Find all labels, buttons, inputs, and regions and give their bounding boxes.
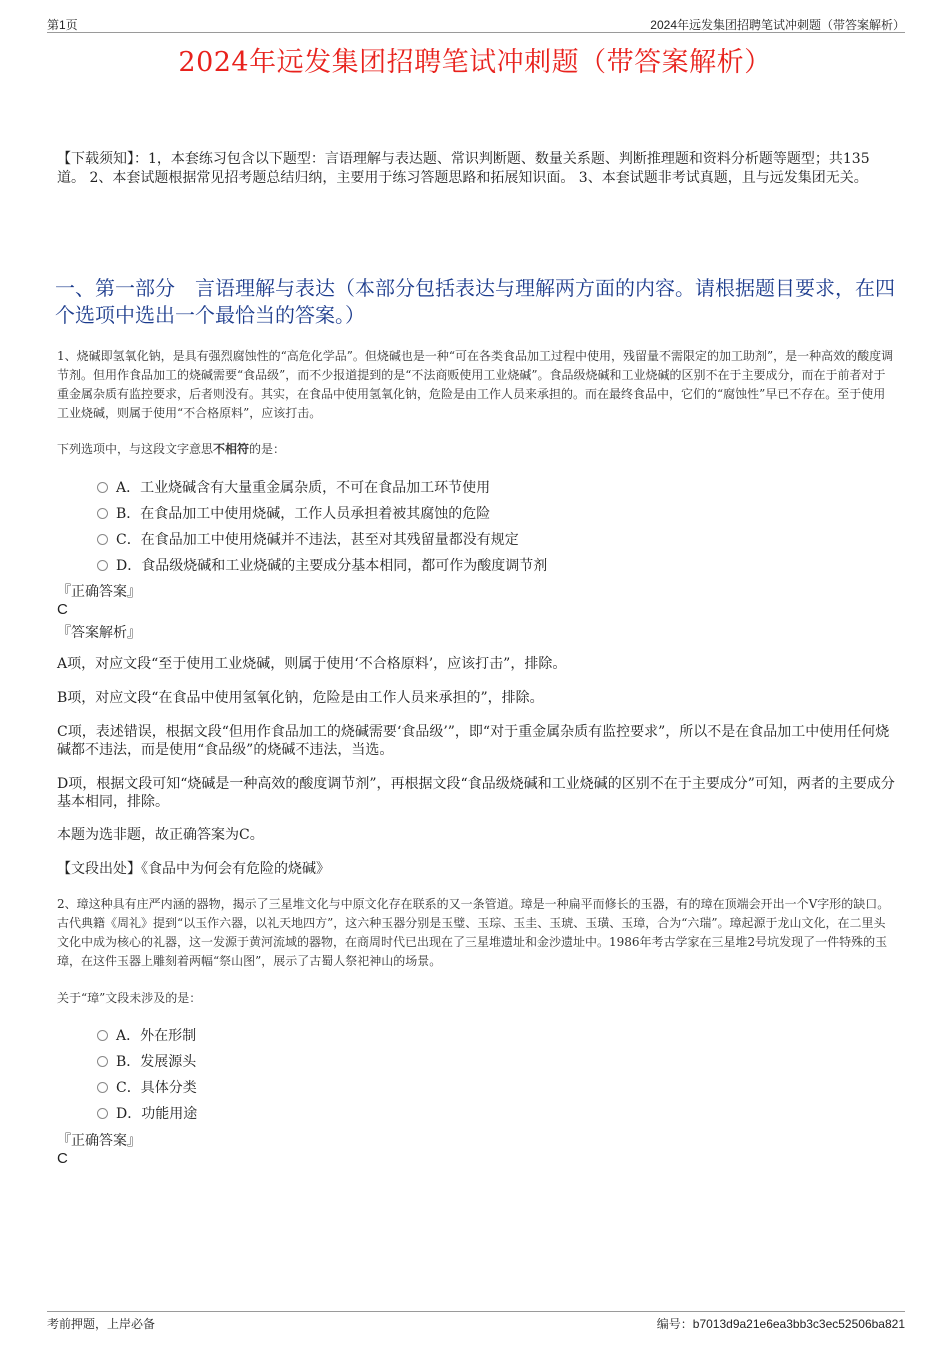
q2-option-c[interactable]: C．具体分类	[97, 1077, 197, 1097]
q1-analysis-b: B项，对应文段“在食品中使用氢氧化钠，危险是由工作人员来承担的”，排除。	[57, 690, 544, 706]
footer-slogan: 考前押题，上岸必备	[47, 1317, 156, 1331]
radio-icon[interactable]	[97, 482, 108, 493]
radio-icon[interactable]	[97, 1082, 108, 1093]
question-2-prompt: 关于“璋”文段未涉及的是：	[57, 991, 202, 1005]
q1-source: 【文段出处】《食品中为何会有危险的烧碱》	[57, 861, 330, 877]
q2-option-a[interactable]: A．外在形制	[97, 1025, 196, 1045]
radio-icon[interactable]	[97, 560, 108, 571]
q1-analysis-c: C项，表述错误，根据文段“但用作食品加工的烧碱需要‘食品级’”，即“对于重金属杂质有监控要求”，所以不是在食品加工中使用任何烧碱都不违法，而是使用“食品级”的烧碱不违法，当选。	[57, 724, 890, 758]
q1-answer-label: 『正确答案』	[57, 584, 141, 600]
page-footer	[47, 1311, 905, 1332]
radio-icon[interactable]	[97, 1056, 108, 1067]
radio-icon[interactable]	[97, 534, 108, 545]
page-header	[47, 14, 905, 33]
footer-code: 编号：b7013d9a21e6ea3bb3c3ec52506ba821	[656, 1317, 905, 1331]
section-heading: 一、第一部分 言语理解与表达（本部分包括表达与理解两方面的内容。请根据题目要求，在四个选项中选出一个最恰当的答案。）	[55, 276, 895, 327]
page-title: 2024年远发集团招聘笔试冲刺题（带答案解析）	[178, 47, 772, 78]
q1-option-d[interactable]: D．食品级烧碱和工业烧碱的主要成分基本相同，都可作为酸度调节剂	[97, 555, 547, 575]
question-1-stem: 1、烧碱即氢氧化钠，是具有强烈腐蚀性的“高危化学品”。但烧碱也是一种“可在各类食品加工过程中使用，残留量不需限定的加工助剂”，是一种高效的酸度调节剂。但用作食品加工的烧碱需要“食品级”，而不少报道提到的是“不法商贩使用工业烧碱”。食品级烧碱和工业烧碱的区别不在于主要成分，而在于前者对于重金属杂质有监控要求，后者则没有。其实，在食品中使用氢氧化钠，危险是由工作人员来承担的。而在最终食品中，它们的“腐蚀性”早已不存在。至于使用工业烧碱，则属于使用“不合格原料”，应该打击。	[57, 349, 894, 420]
q1-option-a[interactable]: A．工业烧碱含有大量重金属杂质，不可在食品加工环节使用	[97, 477, 490, 497]
q2-answer: C	[57, 1150, 68, 1167]
q1-analysis-conclusion: 本题为选非题，故正确答案为C。	[57, 827, 264, 843]
q2-option-d[interactable]: D．功能用途	[97, 1103, 197, 1123]
q1-answer: C	[57, 601, 68, 618]
radio-icon[interactable]	[97, 1108, 108, 1119]
q1-option-b[interactable]: B．在食品加工中使用烧碱，工作人员承担着被其腐蚀的危险	[97, 503, 490, 523]
question-2-stem: 2、璋这种具有庄严内涵的器物，揭示了三星堆文化与中原文化存在联系的又一条管道。璋是一种扁平而修长的玉器，有的璋在顶端会开出一个V字形的缺口。古代典籍《周礼》提到“以玉作六器，以礼天地四方”，这六种玉器分别是玉璧、玉琮、玉圭、玉琥、玉璜、玉璋，合为“六瑞”。璋起源于龙山文化，在二里头文化中成为核心的礼器，这一发源于黄河流域的器物，在商周时代已出现在了三星堆遗址和金沙遗址中。1986年考古学家在三星堆2号坑发现了一件特殊的玉璋，在这件玉器上雕刻着两幅“祭山图”，展示了古蜀人祭祀神山的场景。	[57, 897, 890, 968]
q1-option-c[interactable]: C．在食品加工中使用烧碱并不违法，甚至对其残留量都没有规定	[97, 529, 519, 549]
q1-analysis-a: A项，对应文段“至于使用工业烧碱，则属于使用‘不合格原料’，应该打击”，排除。	[57, 656, 567, 672]
download-notice: 【下载须知】：1，本套练习包含以下题型：言语理解与表达题、常识判断题、数量关系题、判断推理题和资料分析题等题型；共135道。 2、本套试题根据常见招考题总结归纳，主要用于练习答题思路和拓展知识面。 3、本套试题非考试真题，且与远发集团无关。	[57, 151, 870, 186]
radio-icon[interactable]	[97, 1030, 108, 1041]
question-1-prompt: 下列选项中，与这段文字意思不相符的是：	[57, 442, 286, 456]
header-doc-title: 2024年远发集团招聘笔试冲刺题（带答案解析）	[650, 18, 905, 32]
q1-analysis-label: 『答案解析』	[57, 625, 141, 641]
q1-analysis-d: D项，根据文段可知“烧碱是一种高效的酸度调节剂”，再根据文段“食品级烧碱和工业烧碱的区别不在于主要成分”可知，两者的主要成分基本相同，排除。	[57, 776, 895, 810]
q2-option-b[interactable]: B．发展源头	[97, 1051, 196, 1071]
page-number: 第1页	[47, 18, 78, 32]
radio-icon[interactable]	[97, 508, 108, 519]
q2-answer-label: 『正确答案』	[57, 1133, 141, 1149]
